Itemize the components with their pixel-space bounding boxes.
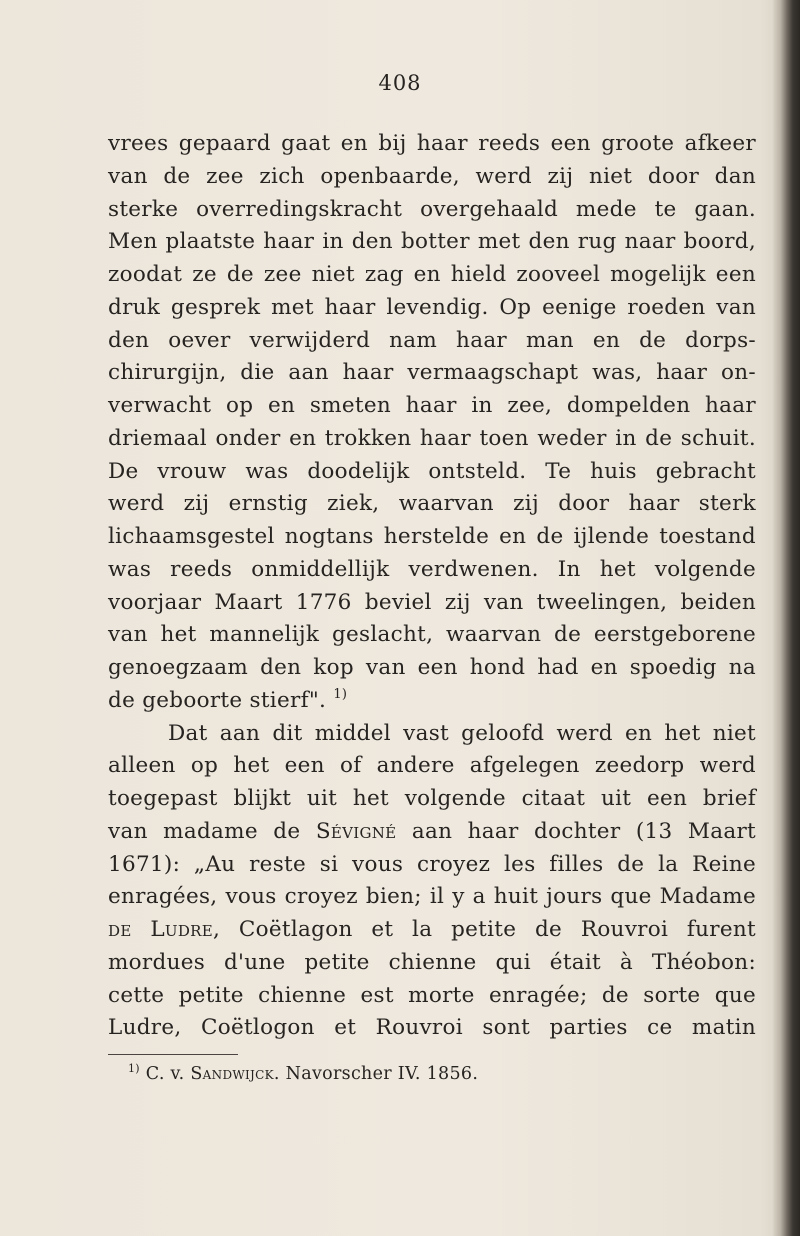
text-line: enragées, vous croyez bien; il y a huit jours que Madame bbox=[108, 884, 756, 910]
text-line bbox=[108, 685, 756, 718]
text-line: was reeds onmiddellijk verdwenen. In het volgende bbox=[108, 556, 756, 582]
text-line: den oever verwijderd nam haar man en de dorps- bbox=[108, 327, 756, 353]
page-edge-shadow bbox=[772, 0, 800, 1236]
footnote-reference: 1) bbox=[333, 686, 348, 702]
text-line: verwacht op en smeten haar in zee, dompelden haar bbox=[108, 393, 756, 418]
text-line: alleen op het een of andere afgelegen zeedorp werd bbox=[108, 753, 756, 779]
footnote-marker: 1) bbox=[128, 1062, 140, 1075]
text-line: driemaal onder en trokken haar toen weder in de schuit. bbox=[108, 425, 756, 451]
text-line: lichaamsgestel nogtans herstelde en de ijlende toestand bbox=[108, 524, 756, 549]
text-line: van het mannelijk geslacht, waarvan de eerstgeborene bbox=[108, 622, 756, 648]
footnote-divider bbox=[108, 1054, 238, 1055]
text-line: 1671): „Au reste si vous croyez les filles de la Reine bbox=[108, 851, 756, 877]
text-line bbox=[108, 816, 756, 849]
text-line: toegepast blijkt uit het volgende citaat uit een brief bbox=[108, 786, 756, 811]
text-line: De vrouw was doodelijk ontsteld. Te huis gebracht bbox=[108, 458, 756, 484]
text-line: werd zij ernstig ziek, waarvan zij door haar sterk bbox=[108, 491, 756, 517]
text-line: Ludre, Coëtlogon et Rouvroi sont parties ce matin bbox=[108, 1015, 756, 1041]
text-line: cette petite chienne est morte enragée; de sorte que bbox=[108, 982, 756, 1008]
text-segment: aan haar dochter (13 Maart bbox=[396, 818, 756, 844]
page-number: 408 bbox=[378, 71, 422, 95]
paragraph-end-text: de geboorte stierf". bbox=[108, 687, 327, 713]
text-segment: van madame de bbox=[108, 818, 316, 844]
text-line: van de zee zich openbaarde, werd zij niet door dan bbox=[108, 163, 756, 189]
person-name: de Ludre bbox=[108, 917, 214, 942]
footnote-author: Sandwijck bbox=[190, 1064, 274, 1084]
footnote-text: . Navorscher IV. 1856. bbox=[273, 1064, 479, 1084]
text-line: zoodat ze de zee niet zag en hield zooveel mogelijk een bbox=[108, 262, 756, 287]
text-line: genoegzaam den kop van een hond had en spoedig na bbox=[108, 655, 756, 680]
person-name: Sévigné bbox=[315, 818, 397, 844]
text-segment: , Coëtlagon et la petite de Rouvroi furent bbox=[213, 917, 756, 942]
body-text bbox=[108, 128, 756, 1045]
text-line: voorjaar Maart 1776 beviel zij van tweelingen, beiden bbox=[108, 589, 756, 615]
text-line bbox=[108, 914, 756, 947]
footnote bbox=[128, 1064, 478, 1084]
footnote-text: C. v. bbox=[139, 1064, 191, 1084]
text-line: vrees gepaard gaat en bij haar reeds een groote afkeer bbox=[108, 131, 756, 156]
text-line: mordues d'une petite chienne qui était à Théobon: bbox=[108, 949, 756, 975]
text-line: Dat aan dit middel vast geloofd werd en het niet bbox=[168, 720, 756, 746]
text-line: druk gesprek met haar levendig. Op eenige roeden van bbox=[108, 294, 756, 320]
text-line: sterke overredingskracht overgehaald mede te gaan. bbox=[108, 196, 756, 222]
text-line: Men plaatste haar in den botter met den rug naar boord, bbox=[108, 229, 756, 255]
text-line: chirurgijn, die aan haar vermaagschapt was, haar on- bbox=[108, 360, 756, 386]
